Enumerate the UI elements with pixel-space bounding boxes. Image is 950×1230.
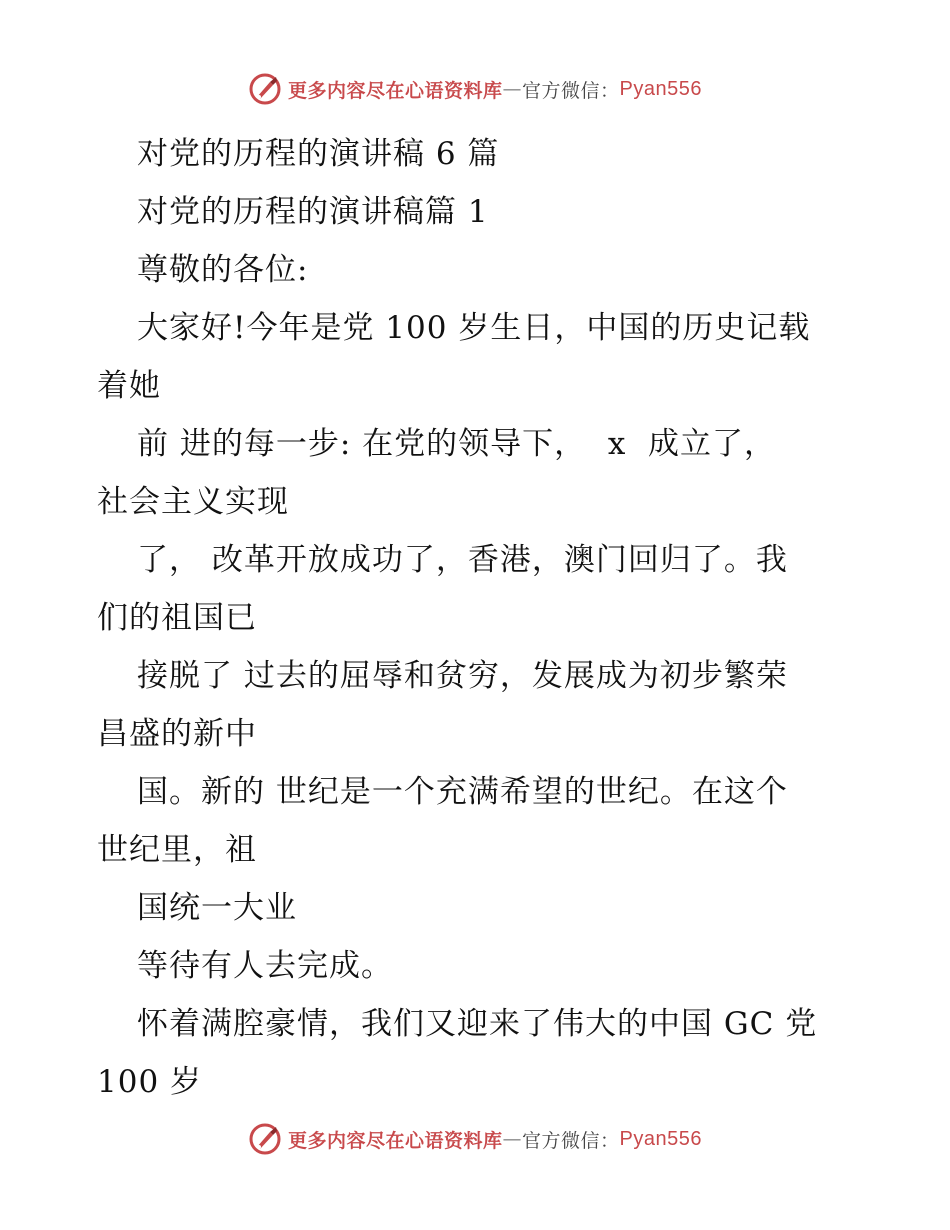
banner-wechat-label: 官方微信： — [522, 1129, 620, 1152]
document-line: 着她 — [97, 368, 161, 404]
banner-separator: — — [502, 78, 523, 100]
quill-logo-icon — [248, 72, 282, 106]
document-line: 了， 改革开放成功了，香港，澳门回归了。我 — [137, 542, 788, 578]
document-line: 们的祖国已 — [97, 600, 257, 636]
document-line: 国。新的 世纪是一个充满希望的世纪。在这个 — [137, 774, 788, 810]
document-line: 尊敬的各位: — [137, 252, 309, 288]
document-line: 前 进的每一步: 在党的领导下， x 成立了， — [137, 426, 777, 462]
document-line: 怀着满腔豪情，我们又迎来了伟大的中国 GC 党 — [137, 1006, 818, 1042]
banner-separator: — — [502, 1128, 523, 1150]
document-line: 大家好!今年是党 100 岁生日，中国的历史记载 — [137, 310, 811, 346]
header-banner — [0, 72, 950, 106]
document-line: 接脱了 过去的屈辱和贫穷，发展成为初步繁荣 — [137, 658, 788, 694]
document-line: 等待有人去完成。 — [137, 948, 393, 984]
document-line: 100 岁 — [97, 1064, 203, 1100]
banner-wechat-label: 官方微信： — [522, 79, 620, 102]
banner-wechat-account: Pyan556 — [619, 1127, 702, 1150]
banner-brand-text: 更多内容尽在心语资料库 — [288, 1129, 503, 1152]
document-line: 世纪里，祖 — [97, 832, 257, 868]
banner-brand-text: 更多内容尽在心语资料库 — [288, 79, 503, 102]
quill-logo-icon — [248, 1122, 282, 1156]
document-line: 对党的历程的演讲稿篇 1 — [137, 194, 489, 230]
document-line: 对党的历程的演讲稿 6 篇 — [137, 136, 500, 172]
document-line: 昌盛的新中 — [97, 716, 257, 752]
footer-banner — [0, 1122, 950, 1156]
document-body — [97, 125, 857, 1111]
document-line: 社会主义实现 — [97, 484, 289, 520]
banner-wechat-account: Pyan556 — [619, 77, 702, 100]
document-line: 国统一大业 — [137, 890, 297, 926]
